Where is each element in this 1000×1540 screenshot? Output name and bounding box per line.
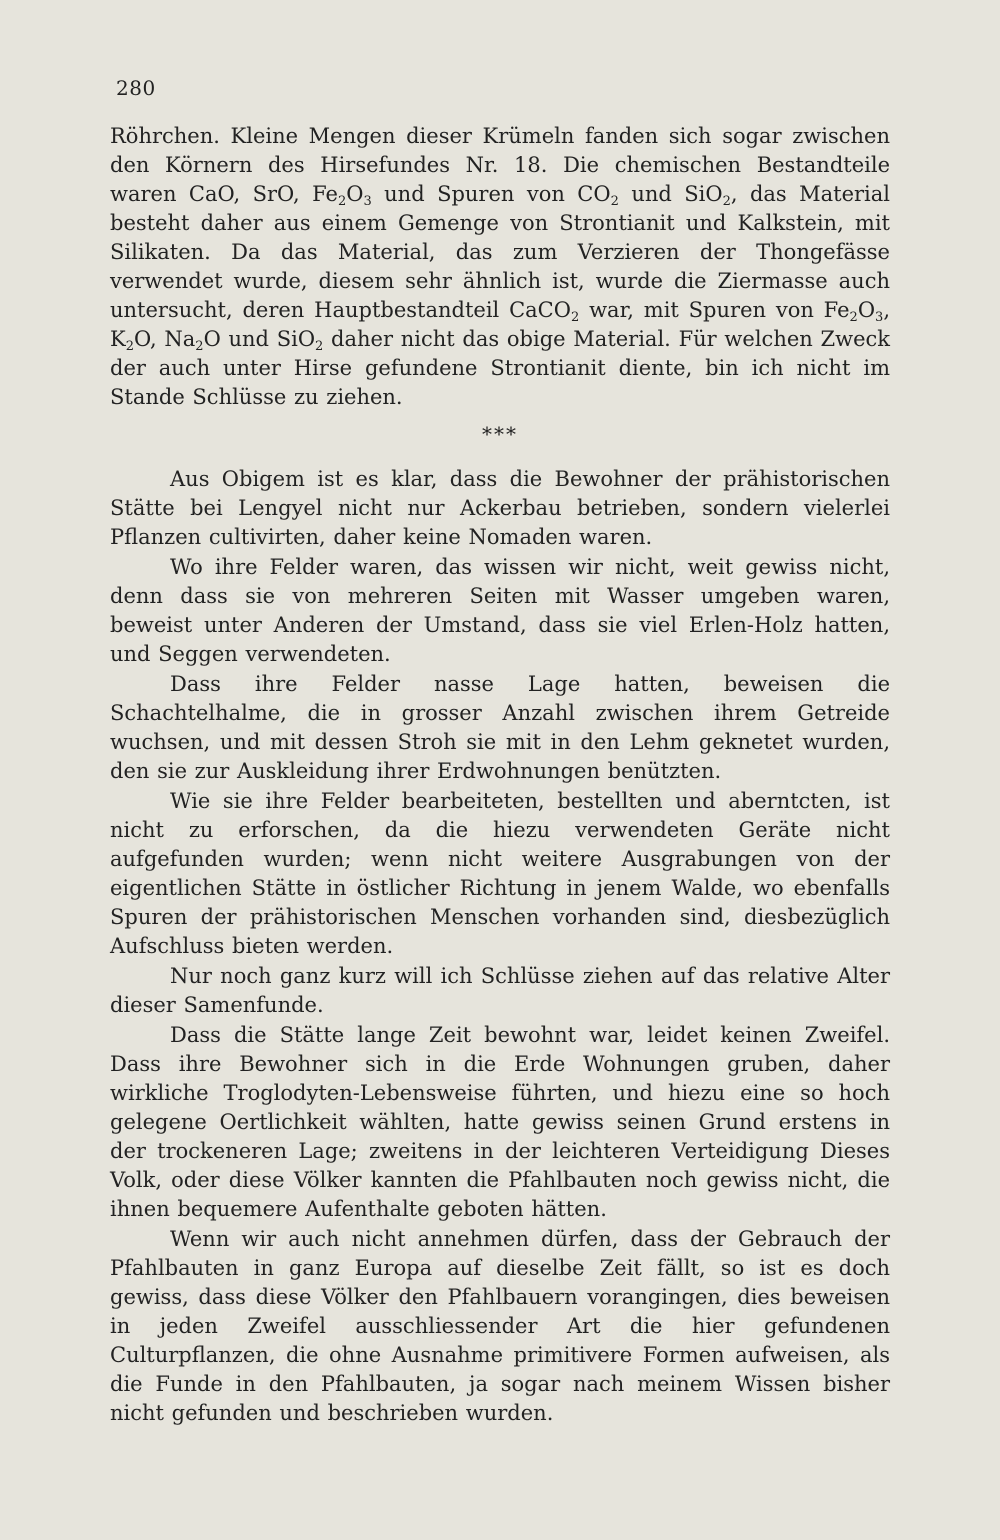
paragraph: Wenn wir auch nicht annehmen dürfen, dass der Gebrauch der Pfahlbauten in ganz Europa auf dieselbe Zeit fällt, so ist es doch gewiss, dass diese Völker den Pfahlbauern vorangingen, dies beweisen in jeden Zweifel ausschliessender Art die hier gefundenen Culturpflanzen, die ohne Ausnahme primitivere Formen aufweisen, als die Funde in den Pfahlbauten, ja sogar nach meinem Wissen bisher nicht gefunden und beschrieben wurden. — [110, 1227, 890, 1425]
paragraph-continuation: Röhrchen. Kleine Mengen dieser Krümeln fanden sich sogar zwischen den Körnern des Hirsefundes Nr. 18. Die chemischen Bestandteile waren CaO, SrO, $Fe_2O_3$ und Spuren von $CO_2$ und SiO$_2$, das Material besteht daher aus einem Gemenge von Strontianit und Kalkstein, mit Silikaten. Da das Material, das zum Verzieren der Thongefässe verwendet wurde, diesem sehr ähnlich ist, wurde die Ziermasse auch untersucht, deren Hauptbestandteil CaCO$_2$ war, mit Spuren von $Fe_2O_3$, $K_2O$, $Na_2O$ und SiO$_2$ daher nicht das obige Material. Für welchen Zweck der auch unter Hirse gefundene Strontianit diente, bin ich nicht im Stande Schlüsse zu ziehen. — [110, 124, 891, 409]
paragraph: Wie sie ihre Felder bearbeiteten, bestellten und aberntcten, ist nicht zu erforschen, da die hiezu verwendeten Geräte nicht aufgefunden wurden; wenn nicht weitere Ausgrabungen von der eigentlichen Stätte in östlicher Richtung in jenem Walde, wo ebenfalls Spuren der prähistorischen Menschen vorhanden sind, diesbezüglich Aufschluss bieten werden. — [110, 789, 890, 958]
chemical-subscript: 2 — [849, 310, 858, 325]
paragraph: Wo ihre Felder waren, das wissen wir nicht, weit gewiss nicht, denn dass sie von mehreren Seiten mit Wasser umgeben waren, beweist unter Anderen der Umstand, dass sie viel Erlen-Holz hatten, und Seggen verwendeten. — [110, 555, 890, 666]
chemical-subscript: 2 — [610, 194, 619, 209]
chemical-subscript: 2 — [337, 194, 347, 209]
page-number: 280 — [116, 76, 156, 100]
body-text — [110, 122, 890, 1429]
paragraph: Dass ihre Felder nasse Lage hatten, beweisen die Schachtelhalme, die in grosser Anzahl zwischen ihrem Getreide wuchsen, und mit dessen Stroh sie mit in den Lehm geknetet wurden, den sie zur Auskleidung ihrer Erdwohnungen benützten. — [110, 672, 890, 783]
chemical-subscript: 2 — [125, 339, 134, 354]
section-divider: *** — [482, 422, 518, 446]
chemical-subscript: 2 — [195, 339, 204, 354]
paragraph: Nur noch ganz kurz will ich Schlüsse ziehen auf das relative Alter dieser Samenfunde. — [110, 964, 890, 1017]
chemical-subscript: 3 — [875, 310, 884, 325]
paragraph: Dass die Stätte lange Zeit bewohnt war, leidet keinen Zweifel. Dass ihre Bewohner sich in die Erde Wohnungen gruben, daher wirkliche Troglodyten-Lebensweise führten, und hiezu eine so hoch gelegene Oertlichkeit wählten, hatte gewiss seinen Grund erstens in der trockeneren Lage; zweitens in der leichteren Verteidigung Dieses Volk, oder diese Völker kannten die Pfahlbauten noch gewiss nicht, die ihnen bequemere Aufenthalte geboten hätten. — [110, 1023, 890, 1221]
paragraph: Aus Obigem ist es klar, dass die Bewohner der prähistorischen Stätte bei Lengyel nicht nur Ackerbau betrieben, sondern vielerlei Pflanzen cultivirten, daher keine Nomaden waren. — [110, 467, 890, 549]
chemical-subscript: 2 — [722, 194, 731, 209]
chemical-subscript: 2 — [570, 310, 580, 325]
chemical-subscript: 3 — [363, 194, 372, 209]
chemical-subscript: 2 — [315, 339, 324, 354]
